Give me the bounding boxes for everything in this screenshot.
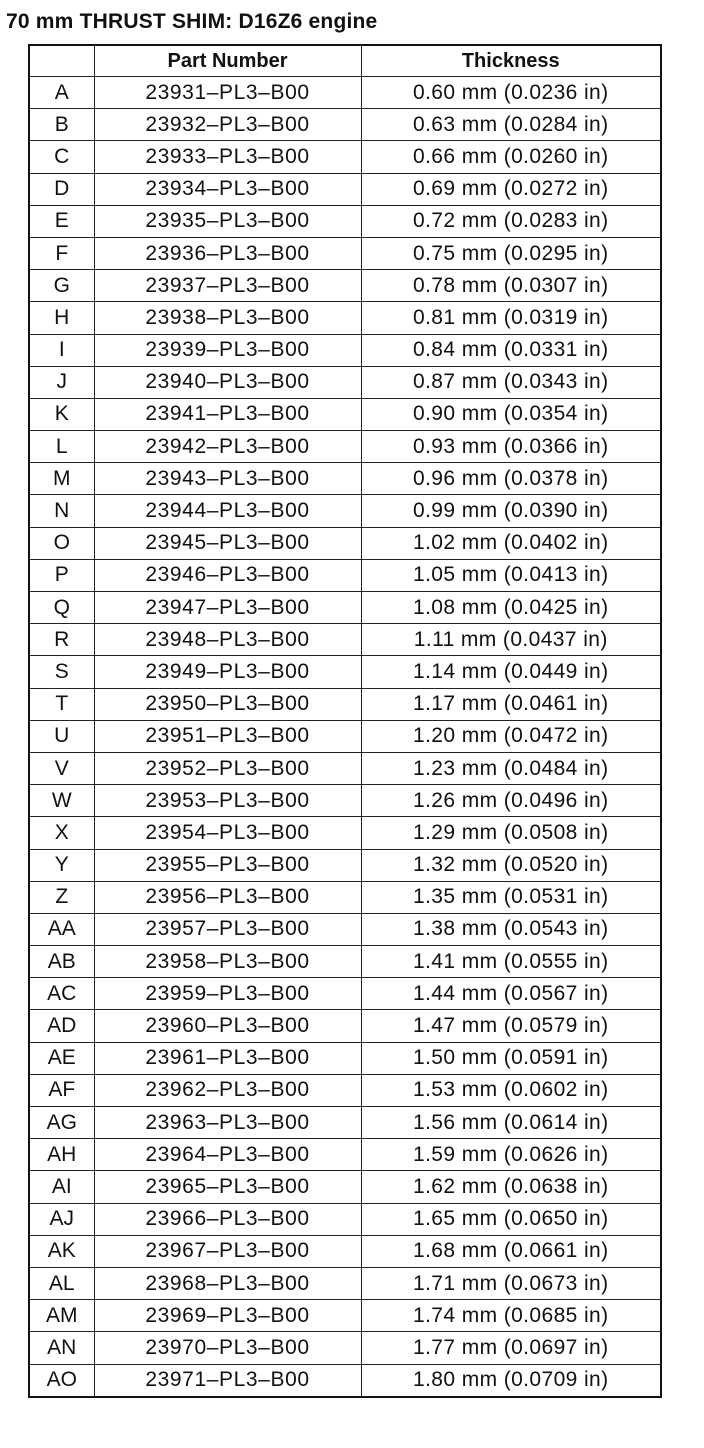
shim-code: G bbox=[29, 270, 94, 302]
table-row bbox=[29, 366, 661, 398]
shim-code: A bbox=[29, 77, 94, 109]
thickness: 1.26 mm (0.0496 in) bbox=[361, 785, 661, 817]
part-number: 23968–PL3–B00 bbox=[94, 1267, 361, 1299]
thickness: 0.75 mm (0.0295 in) bbox=[361, 237, 661, 269]
part-number: 23971–PL3–B00 bbox=[94, 1364, 361, 1397]
table-row bbox=[29, 817, 661, 849]
table-row bbox=[29, 624, 661, 656]
shim-code: Q bbox=[29, 592, 94, 624]
table-row bbox=[29, 1074, 661, 1106]
part-number: 23950–PL3–B00 bbox=[94, 688, 361, 720]
part-number: 23956–PL3–B00 bbox=[94, 881, 361, 913]
part-number: 23965–PL3–B00 bbox=[94, 1171, 361, 1203]
thickness: 1.08 mm (0.0425 in) bbox=[361, 592, 661, 624]
part-number: 23932–PL3–B00 bbox=[94, 109, 361, 141]
page-title: 70 mm THRUST SHIM: D16Z6 engine bbox=[6, 10, 378, 33]
shim-code: K bbox=[29, 398, 94, 430]
thickness: 1.62 mm (0.0638 in) bbox=[361, 1171, 661, 1203]
table-row bbox=[29, 1235, 661, 1267]
table-row bbox=[29, 592, 661, 624]
part-number: 23946–PL3–B00 bbox=[94, 559, 361, 591]
shim-code: J bbox=[29, 366, 94, 398]
shim-code: N bbox=[29, 495, 94, 527]
header-code bbox=[29, 45, 94, 77]
part-number: 23957–PL3–B00 bbox=[94, 913, 361, 945]
thickness: 1.53 mm (0.0602 in) bbox=[361, 1074, 661, 1106]
shim-code: E bbox=[29, 205, 94, 237]
shim-code: AE bbox=[29, 1042, 94, 1074]
thickness: 1.23 mm (0.0484 in) bbox=[361, 752, 661, 784]
thickness: 1.77 mm (0.0697 in) bbox=[361, 1332, 661, 1364]
part-number: 23941–PL3–B00 bbox=[94, 398, 361, 430]
part-number: 23964–PL3–B00 bbox=[94, 1139, 361, 1171]
shim-code: X bbox=[29, 817, 94, 849]
header-part-number: Part Number bbox=[94, 45, 361, 77]
shim-code: M bbox=[29, 463, 94, 495]
part-number: 23958–PL3–B00 bbox=[94, 946, 361, 978]
part-number: 23963–PL3–B00 bbox=[94, 1107, 361, 1139]
thickness: 1.71 mm (0.0673 in) bbox=[361, 1267, 661, 1299]
table-row bbox=[29, 302, 661, 334]
shim-code: L bbox=[29, 431, 94, 463]
table-row bbox=[29, 495, 661, 527]
thickness: 1.80 mm (0.0709 in) bbox=[361, 1364, 661, 1397]
table-row bbox=[29, 1300, 661, 1332]
thickness: 0.90 mm (0.0354 in) bbox=[361, 398, 661, 430]
shim-code: Y bbox=[29, 849, 94, 881]
table-row bbox=[29, 656, 661, 688]
table-row bbox=[29, 1042, 661, 1074]
thickness: 1.32 mm (0.0520 in) bbox=[361, 849, 661, 881]
thickness: 0.81 mm (0.0319 in) bbox=[361, 302, 661, 334]
thickness: 1.41 mm (0.0555 in) bbox=[361, 946, 661, 978]
thickness: 0.63 mm (0.0284 in) bbox=[361, 109, 661, 141]
table-row bbox=[29, 1107, 661, 1139]
table-row bbox=[29, 431, 661, 463]
thickness: 1.20 mm (0.0472 in) bbox=[361, 720, 661, 752]
thickness: 1.17 mm (0.0461 in) bbox=[361, 688, 661, 720]
shim-code: S bbox=[29, 656, 94, 688]
part-number: 23944–PL3–B00 bbox=[94, 495, 361, 527]
thickness: 1.65 mm (0.0650 in) bbox=[361, 1203, 661, 1235]
shim-code: C bbox=[29, 141, 94, 173]
table-row bbox=[29, 946, 661, 978]
shim-code: Z bbox=[29, 881, 94, 913]
thickness: 0.84 mm (0.0331 in) bbox=[361, 334, 661, 366]
table-row bbox=[29, 559, 661, 591]
table-row bbox=[29, 978, 661, 1010]
table-row bbox=[29, 463, 661, 495]
shim-code: O bbox=[29, 527, 94, 559]
part-number: 23937–PL3–B00 bbox=[94, 270, 361, 302]
part-number: 23954–PL3–B00 bbox=[94, 817, 361, 849]
part-number: 23938–PL3–B00 bbox=[94, 302, 361, 334]
table-row bbox=[29, 205, 661, 237]
shim-code: U bbox=[29, 720, 94, 752]
shim-code: H bbox=[29, 302, 94, 334]
table-row bbox=[29, 849, 661, 881]
thickness: 1.38 mm (0.0543 in) bbox=[361, 913, 661, 945]
part-number: 23940–PL3–B00 bbox=[94, 366, 361, 398]
table-row bbox=[29, 527, 661, 559]
part-number: 23945–PL3–B00 bbox=[94, 527, 361, 559]
part-number: 23935–PL3–B00 bbox=[94, 205, 361, 237]
table-row bbox=[29, 141, 661, 173]
shim-code: AN bbox=[29, 1332, 94, 1364]
table-row bbox=[29, 398, 661, 430]
shim-code: V bbox=[29, 752, 94, 784]
thickness: 0.96 mm (0.0378 in) bbox=[361, 463, 661, 495]
table-row bbox=[29, 77, 661, 109]
part-number: 23952–PL3–B00 bbox=[94, 752, 361, 784]
shim-code: AB bbox=[29, 946, 94, 978]
thickness: 1.02 mm (0.0402 in) bbox=[361, 527, 661, 559]
shim-code: AL bbox=[29, 1267, 94, 1299]
part-number: 23970–PL3–B00 bbox=[94, 1332, 361, 1364]
table-row bbox=[29, 109, 661, 141]
shim-code: I bbox=[29, 334, 94, 366]
shim-code: P bbox=[29, 559, 94, 591]
thickness: 1.35 mm (0.0531 in) bbox=[361, 881, 661, 913]
shim-code: AC bbox=[29, 978, 94, 1010]
part-number: 23953–PL3–B00 bbox=[94, 785, 361, 817]
shim-code: AO bbox=[29, 1364, 94, 1397]
thickness: 1.11 mm (0.0437 in) bbox=[361, 624, 661, 656]
table-body bbox=[29, 77, 661, 1397]
part-number: 23947–PL3–B00 bbox=[94, 592, 361, 624]
thickness: 1.68 mm (0.0661 in) bbox=[361, 1235, 661, 1267]
shim-code: T bbox=[29, 688, 94, 720]
part-number: 23939–PL3–B00 bbox=[94, 334, 361, 366]
thickness: 0.66 mm (0.0260 in) bbox=[361, 141, 661, 173]
table-row bbox=[29, 1364, 661, 1397]
shim-code: W bbox=[29, 785, 94, 817]
thickness: 0.78 mm (0.0307 in) bbox=[361, 270, 661, 302]
part-number: 23951–PL3–B00 bbox=[94, 720, 361, 752]
thickness: 1.56 mm (0.0614 in) bbox=[361, 1107, 661, 1139]
part-number: 23934–PL3–B00 bbox=[94, 173, 361, 205]
shim-code: AD bbox=[29, 1010, 94, 1042]
shim-code: AF bbox=[29, 1074, 94, 1106]
part-number: 23959–PL3–B00 bbox=[94, 978, 361, 1010]
table-row bbox=[29, 334, 661, 366]
part-number: 23949–PL3–B00 bbox=[94, 656, 361, 688]
thickness: 1.05 mm (0.0413 in) bbox=[361, 559, 661, 591]
part-number: 23931–PL3–B00 bbox=[94, 77, 361, 109]
shim-code: F bbox=[29, 237, 94, 269]
shim-code: AH bbox=[29, 1139, 94, 1171]
table-row bbox=[29, 688, 661, 720]
part-number: 23961–PL3–B00 bbox=[94, 1042, 361, 1074]
thickness: 1.74 mm (0.0685 in) bbox=[361, 1300, 661, 1332]
thickness: 1.59 mm (0.0626 in) bbox=[361, 1139, 661, 1171]
shim-code: R bbox=[29, 624, 94, 656]
thickness: 1.50 mm (0.0591 in) bbox=[361, 1042, 661, 1074]
shim-code: AJ bbox=[29, 1203, 94, 1235]
shim-code: AK bbox=[29, 1235, 94, 1267]
part-number: 23962–PL3–B00 bbox=[94, 1074, 361, 1106]
part-number: 23960–PL3–B00 bbox=[94, 1010, 361, 1042]
thickness: 0.87 mm (0.0343 in) bbox=[361, 366, 661, 398]
part-number: 23969–PL3–B00 bbox=[94, 1300, 361, 1332]
table-row bbox=[29, 1171, 661, 1203]
shim-code: AI bbox=[29, 1171, 94, 1203]
table-row bbox=[29, 1139, 661, 1171]
part-number: 23948–PL3–B00 bbox=[94, 624, 361, 656]
part-number: 23955–PL3–B00 bbox=[94, 849, 361, 881]
table-row bbox=[29, 720, 661, 752]
part-number: 23967–PL3–B00 bbox=[94, 1235, 361, 1267]
thickness: 1.44 mm (0.0567 in) bbox=[361, 978, 661, 1010]
part-number: 23936–PL3–B00 bbox=[94, 237, 361, 269]
shim-code: D bbox=[29, 173, 94, 205]
table-row bbox=[29, 913, 661, 945]
thrust-shim-table bbox=[28, 44, 662, 1398]
table-row bbox=[29, 237, 661, 269]
thickness: 1.47 mm (0.0579 in) bbox=[361, 1010, 661, 1042]
table-row bbox=[29, 1332, 661, 1364]
thickness: 0.69 mm (0.0272 in) bbox=[361, 173, 661, 205]
shim-code: B bbox=[29, 109, 94, 141]
table-row bbox=[29, 173, 661, 205]
part-number: 23942–PL3–B00 bbox=[94, 431, 361, 463]
thickness: 1.29 mm (0.0508 in) bbox=[361, 817, 661, 849]
header-thickness: Thickness bbox=[361, 45, 661, 77]
table-row bbox=[29, 270, 661, 302]
table-row bbox=[29, 785, 661, 817]
thickness: 1.14 mm (0.0449 in) bbox=[361, 656, 661, 688]
table-header-row bbox=[29, 45, 661, 77]
thickness: 0.99 mm (0.0390 in) bbox=[361, 495, 661, 527]
table-row bbox=[29, 1203, 661, 1235]
part-number: 23933–PL3–B00 bbox=[94, 141, 361, 173]
thickness: 0.60 mm (0.0236 in) bbox=[361, 77, 661, 109]
shim-code: AM bbox=[29, 1300, 94, 1332]
thickness: 0.72 mm (0.0283 in) bbox=[361, 205, 661, 237]
shim-code: AA bbox=[29, 913, 94, 945]
part-number: 23943–PL3–B00 bbox=[94, 463, 361, 495]
table-row bbox=[29, 1267, 661, 1299]
thickness: 0.93 mm (0.0366 in) bbox=[361, 431, 661, 463]
table-row bbox=[29, 881, 661, 913]
table-row bbox=[29, 752, 661, 784]
part-number: 23966–PL3–B00 bbox=[94, 1203, 361, 1235]
table-row bbox=[29, 1010, 661, 1042]
shim-code: AG bbox=[29, 1107, 94, 1139]
